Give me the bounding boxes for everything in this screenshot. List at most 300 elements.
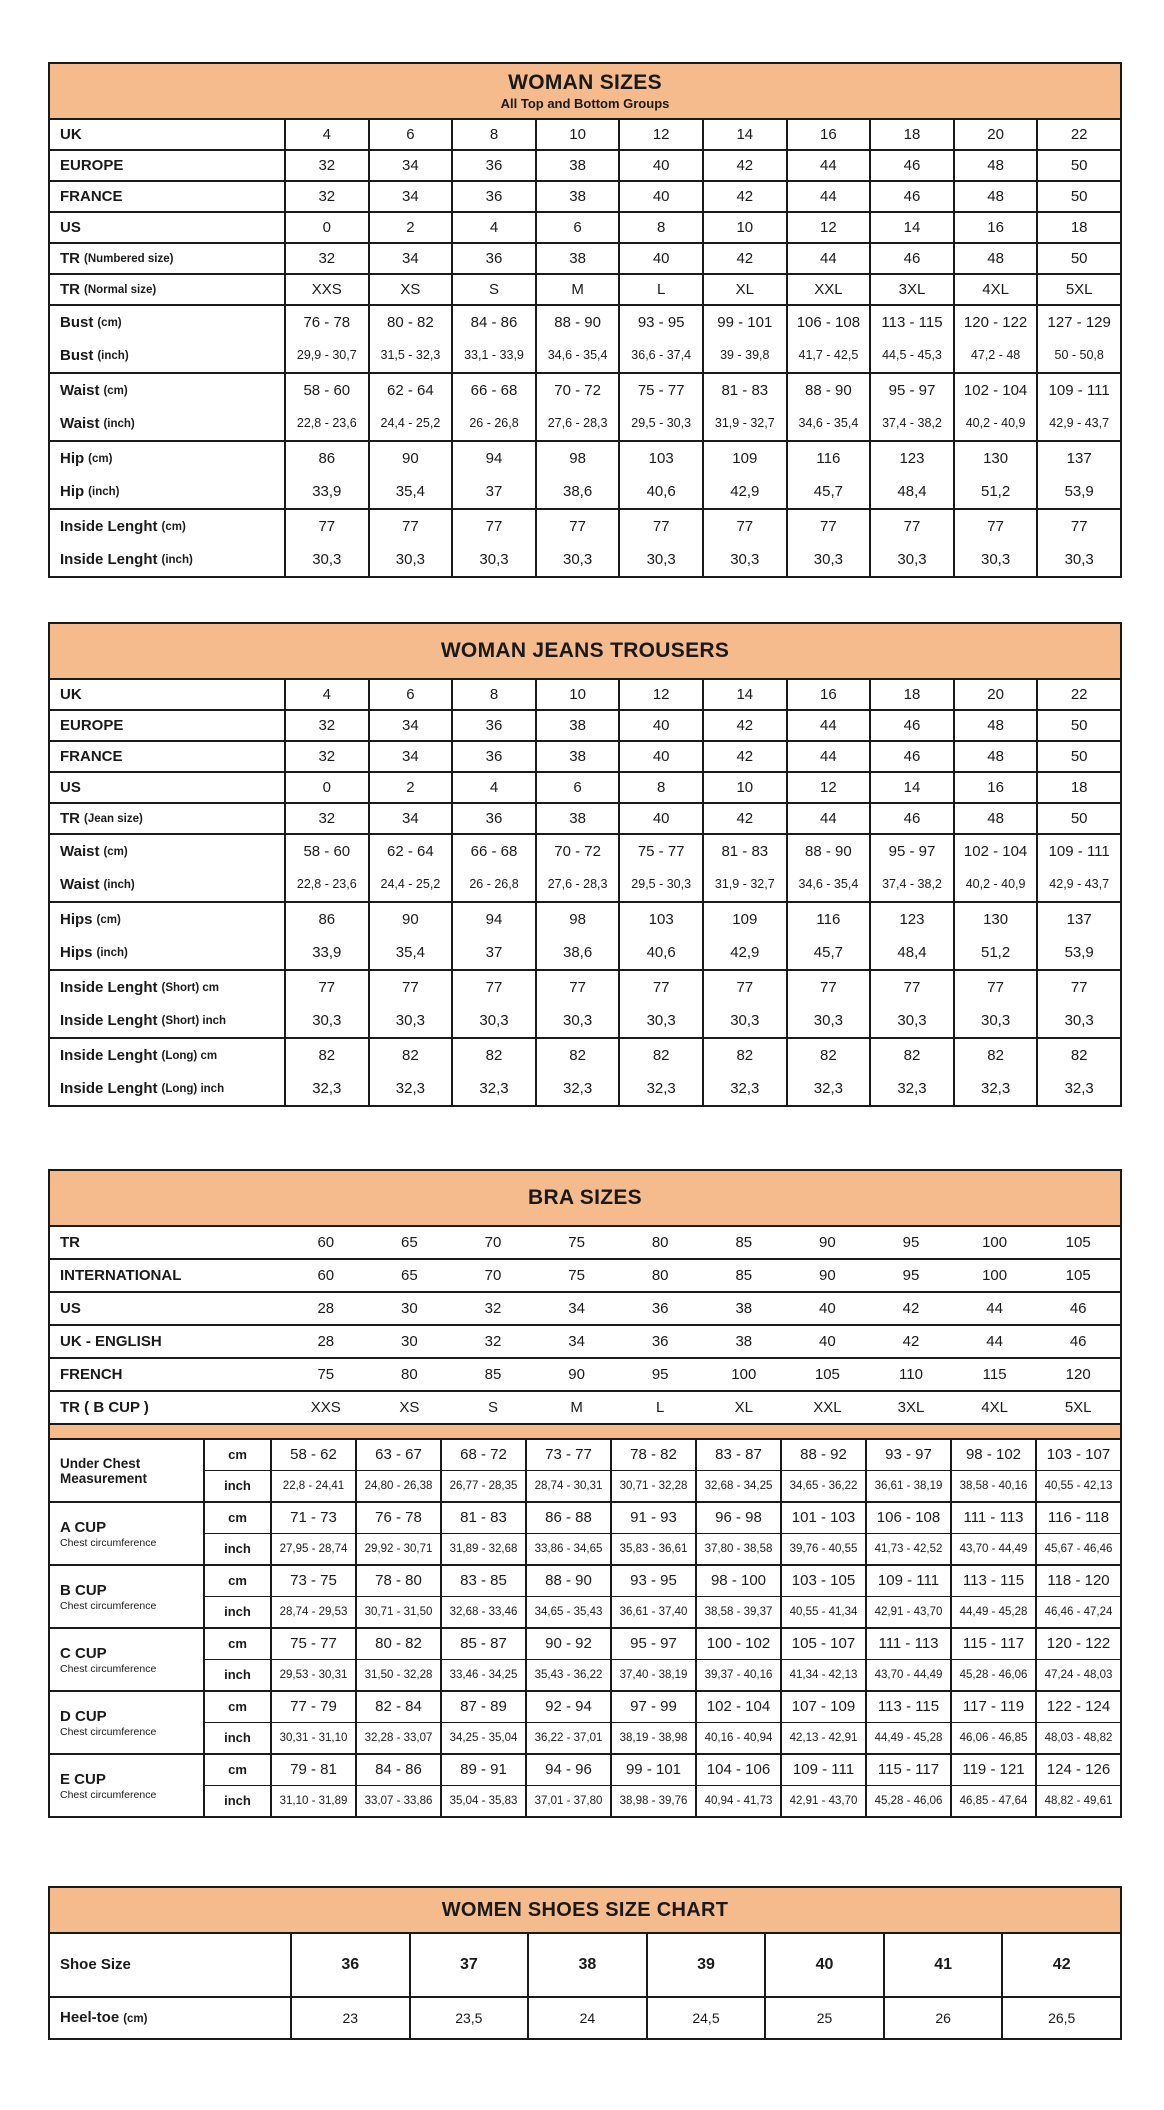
size-value-cell: 38,6 bbox=[535, 936, 619, 969]
size-value-cell: 53,9 bbox=[1036, 475, 1120, 508]
row-group bbox=[50, 1258, 1120, 1291]
size-value-cell: 82 bbox=[869, 1039, 953, 1072]
size-value-cell: 20 bbox=[953, 680, 1037, 709]
size-value-cell: 34 bbox=[368, 711, 452, 740]
size-value-cell: 36,61 - 37,40 bbox=[610, 1597, 695, 1627]
size-value-cell: 4 bbox=[451, 213, 535, 242]
table-row bbox=[50, 680, 1120, 709]
size-value-cell: 32,3 bbox=[1036, 1072, 1120, 1105]
size-value-cell: 45,67 - 46,46 bbox=[1035, 1534, 1120, 1564]
size-value-cell: 77 bbox=[618, 971, 702, 1004]
row-group bbox=[50, 802, 1120, 833]
size-value-cell: 82 bbox=[368, 1039, 452, 1072]
size-value-cell: 81 - 83 bbox=[702, 374, 786, 407]
row-label-text: FRANCE bbox=[60, 187, 123, 205]
size-value-cell: XS bbox=[399, 1398, 420, 1416]
row-label bbox=[50, 475, 284, 508]
size-value-cell: 48 bbox=[953, 711, 1037, 740]
row-label-qualifier: (Short) inch bbox=[161, 1015, 227, 1028]
size-value-cell: 46 bbox=[869, 804, 953, 833]
size-value-cell: 32 bbox=[484, 1332, 502, 1350]
unit-cm-label: cm bbox=[228, 1510, 247, 1526]
size-value-cell: 84 - 86 bbox=[451, 306, 535, 339]
size-value-cell: 18 bbox=[869, 120, 953, 149]
size-value-cell: 41,73 - 42,52 bbox=[865, 1534, 950, 1564]
size-value-cell: 104 - 106 bbox=[695, 1755, 780, 1785]
size-value-cell: 115 - 117 bbox=[865, 1755, 950, 1785]
size-value-cell: 86 bbox=[284, 442, 368, 475]
size-value-cell: 106 - 108 bbox=[786, 306, 870, 339]
size-value-cell: 44,49 - 45,28 bbox=[865, 1723, 950, 1753]
unit-cm-label: cm bbox=[228, 1447, 247, 1463]
size-value-cell: 34,65 - 36,22 bbox=[780, 1471, 865, 1501]
size-value-cell: 30,3 bbox=[869, 543, 953, 576]
size-value-cell: 42 bbox=[902, 1332, 920, 1350]
row-label-qualifier: (cm) bbox=[161, 521, 186, 534]
cup-label bbox=[50, 1566, 205, 1627]
size-value-cell: 77 bbox=[953, 510, 1037, 543]
row-group bbox=[50, 440, 1120, 508]
size-value-cell: 34,6 - 35,4 bbox=[786, 407, 870, 440]
row-label bbox=[50, 442, 284, 475]
unit-cm-label: cm bbox=[228, 1636, 247, 1652]
size-value-cell: 82 bbox=[953, 1039, 1037, 1072]
size-value-cell: 95 - 97 bbox=[869, 374, 953, 407]
size-value-cell: 86 - 88 bbox=[525, 1503, 610, 1533]
size-value-cell: 105 bbox=[1065, 1233, 1091, 1251]
row-label-qualifier: (inch) bbox=[97, 350, 129, 363]
size-value-cell: 31,89 - 32,68 bbox=[440, 1534, 525, 1564]
size-value-cell: 83 - 85 bbox=[440, 1566, 525, 1596]
size-value-cell: 48 bbox=[953, 742, 1037, 771]
size-value-cell: 27,95 - 28,74 bbox=[270, 1534, 355, 1564]
row-label bbox=[50, 1326, 284, 1357]
size-value-cell: 18 bbox=[869, 680, 953, 709]
size-value-cell: 75 - 77 bbox=[270, 1629, 355, 1659]
row-label bbox=[50, 213, 284, 242]
size-value-cell: 109 bbox=[702, 442, 786, 475]
size-value-cell: 36 bbox=[290, 1934, 409, 1996]
unit-cm-label: cm bbox=[228, 1762, 247, 1778]
size-value-cell: 65 bbox=[401, 1266, 418, 1284]
table-row bbox=[50, 244, 1120, 273]
size-value-cell: 4 bbox=[284, 120, 368, 149]
cup-cm-row bbox=[205, 1755, 1120, 1786]
size-value-cell: 77 bbox=[284, 510, 368, 543]
row-label-text: Shoe Size bbox=[60, 1956, 131, 1974]
row-label-qualifier: (inch) bbox=[103, 418, 135, 431]
cup-cm-row bbox=[205, 1566, 1120, 1597]
row-label bbox=[50, 903, 284, 936]
row-label-qualifier: (Long) inch bbox=[161, 1083, 225, 1096]
size-value-cell: 93 - 97 bbox=[865, 1440, 950, 1470]
size-value-cell: 82 - 84 bbox=[355, 1692, 440, 1722]
size-value-cell: 42 bbox=[702, 804, 786, 833]
size-value-cell: 38,6 bbox=[535, 475, 619, 508]
table-row bbox=[50, 510, 1120, 543]
size-value-cell: 93 - 95 bbox=[618, 306, 702, 339]
size-value-cell: 33,1 - 33,9 bbox=[451, 339, 535, 372]
size-value-cell: 31,5 - 32,3 bbox=[368, 339, 452, 372]
row-group bbox=[50, 901, 1120, 969]
row-label bbox=[50, 773, 284, 802]
row-label-text: Waist bbox=[60, 842, 100, 860]
size-value-cell: 34,6 - 35,4 bbox=[786, 868, 870, 901]
size-value-cell: 10 bbox=[702, 213, 786, 242]
size-value-cell: 32,3 bbox=[869, 1072, 953, 1105]
size-value-cell: 42,9 bbox=[702, 936, 786, 969]
size-value-cell: 45,28 - 46,06 bbox=[865, 1786, 950, 1816]
table-row bbox=[50, 711, 1120, 740]
cup-label-qualifier: Chest circumference bbox=[60, 1725, 157, 1738]
size-value-cell: 82 bbox=[451, 1039, 535, 1072]
row-label-text: Inside Lenght bbox=[60, 978, 158, 996]
row-label-text: UK - ENGLISH bbox=[60, 1332, 162, 1350]
size-value-cell: 111 - 113 bbox=[865, 1629, 950, 1659]
table-row bbox=[50, 182, 1120, 211]
row-label-text: TR ( B CUP ) bbox=[60, 1398, 149, 1416]
woman-sizes-table bbox=[48, 62, 1122, 578]
row-label bbox=[50, 374, 284, 407]
size-value-cell: 85 bbox=[484, 1365, 502, 1383]
table-row bbox=[50, 1326, 1120, 1357]
size-value-cell: 35,83 - 36,61 bbox=[610, 1534, 695, 1564]
size-value-cell: 90 bbox=[819, 1266, 836, 1284]
size-value-cell: 76 - 78 bbox=[355, 1503, 440, 1533]
size-value-cell: 77 bbox=[618, 510, 702, 543]
row-group bbox=[50, 1227, 1120, 1258]
row-group bbox=[50, 1390, 1120, 1423]
size-value-cell: 77 bbox=[451, 510, 535, 543]
row-label bbox=[50, 1998, 290, 2038]
size-value-cell: L bbox=[656, 1398, 665, 1416]
size-value-cell: 75 - 77 bbox=[618, 835, 702, 868]
size-value-cell: 28,74 - 30,31 bbox=[525, 1471, 610, 1501]
size-value-cell: 39 bbox=[646, 1934, 765, 1996]
row-label-text: Hip bbox=[60, 449, 85, 467]
unit-inch-label: inch bbox=[224, 1541, 251, 1557]
size-value-cell: 3XL bbox=[869, 275, 953, 304]
row-group bbox=[50, 1357, 1120, 1390]
size-value-cell: 16 bbox=[953, 213, 1037, 242]
row-label bbox=[50, 835, 284, 868]
size-value-cell: 118 - 120 bbox=[1035, 1566, 1120, 1596]
row-label bbox=[50, 1934, 290, 1996]
row-label bbox=[50, 1004, 284, 1037]
size-value-cell: 34 bbox=[368, 804, 452, 833]
row-group bbox=[50, 120, 1120, 149]
size-value-cell: 34 bbox=[368, 182, 452, 211]
size-value-cell: 30,3 bbox=[284, 1004, 368, 1037]
size-value-cell: 29,5 - 30,3 bbox=[618, 407, 702, 440]
size-value-cell: 29,5 - 30,3 bbox=[618, 868, 702, 901]
woman-sizes-subtitle: All Top and Bottom Groups bbox=[500, 96, 670, 111]
size-value-cell: 14 bbox=[702, 680, 786, 709]
size-value-cell: M bbox=[535, 275, 619, 304]
unit-cm-label: cm bbox=[228, 1573, 247, 1589]
size-value-cell: 103 - 105 bbox=[780, 1566, 865, 1596]
table-row bbox=[50, 1260, 1120, 1291]
cup-name: E CUP bbox=[60, 1770, 106, 1788]
size-value-cell: 78 - 82 bbox=[610, 1440, 695, 1470]
row-label bbox=[50, 1227, 284, 1258]
size-value-cell: 32 bbox=[284, 711, 368, 740]
woman-sizes-title: WOMAN SIZES bbox=[508, 71, 662, 94]
size-value-cell: 12 bbox=[786, 213, 870, 242]
cup-inch-row bbox=[205, 1786, 1120, 1816]
size-value-cell: 46,46 - 47,24 bbox=[1035, 1597, 1120, 1627]
size-value-cell: 58 - 60 bbox=[284, 835, 368, 868]
table-row bbox=[50, 339, 1120, 372]
row-group bbox=[50, 1934, 1120, 1996]
size-value-cell: 77 bbox=[786, 510, 870, 543]
row-group bbox=[50, 1291, 1120, 1324]
size-value-cell: 115 bbox=[982, 1365, 1007, 1383]
size-value-cell: 26,5 bbox=[1001, 1998, 1120, 2038]
size-value-cell: 82 bbox=[618, 1039, 702, 1072]
shoes-size-table bbox=[48, 1886, 1122, 2040]
size-value-cell: 123 bbox=[869, 442, 953, 475]
bra-section-divider bbox=[50, 1423, 1120, 1440]
size-value-cell: 37,80 - 38,58 bbox=[695, 1534, 780, 1564]
size-value-cell: 44,49 - 45,28 bbox=[950, 1597, 1035, 1627]
size-value-cell: XXS bbox=[284, 275, 368, 304]
row-group bbox=[50, 740, 1120, 771]
size-value-cell: 100 bbox=[982, 1266, 1008, 1284]
size-value-cell: 30,3 bbox=[786, 543, 870, 576]
size-value-cell: 29,9 - 30,7 bbox=[284, 339, 368, 372]
size-value-cell: 109 - 111 bbox=[1036, 835, 1120, 868]
size-value-cell: 88 - 92 bbox=[780, 1440, 865, 1470]
size-value-cell: 34 bbox=[568, 1332, 585, 1350]
size-value-cell: 32,3 bbox=[953, 1072, 1037, 1105]
size-value-cell: 137 bbox=[1036, 442, 1120, 475]
size-value-cell: 30,3 bbox=[1036, 1004, 1120, 1037]
size-value-cell: 30,3 bbox=[451, 1004, 535, 1037]
size-value-cell: 77 bbox=[535, 971, 619, 1004]
size-value-cell: 42 bbox=[702, 244, 786, 273]
size-value-cell: 47,2 - 48 bbox=[953, 339, 1037, 372]
size-value-cell: 98 bbox=[535, 442, 619, 475]
size-value-cell: 90 - 92 bbox=[525, 1629, 610, 1659]
table-row bbox=[50, 442, 1120, 475]
size-value-cell: 38 bbox=[535, 711, 619, 740]
size-value-cell: 85 bbox=[735, 1266, 753, 1284]
row-group bbox=[50, 709, 1120, 740]
size-value-cell: 24 bbox=[527, 1998, 646, 2038]
size-value-cell: 50 bbox=[1036, 804, 1120, 833]
size-value-cell: 36 bbox=[451, 244, 535, 273]
table-row bbox=[50, 742, 1120, 771]
size-value-cell: 35,43 - 36,22 bbox=[525, 1660, 610, 1690]
row-group bbox=[50, 304, 1120, 372]
size-value-cell: 32 bbox=[284, 151, 368, 180]
size-value-cell: 42 bbox=[1001, 1934, 1120, 1996]
size-value-cell: 77 bbox=[1036, 971, 1120, 1004]
size-value-cell: 99 - 101 bbox=[702, 306, 786, 339]
size-value-cell: 40 bbox=[819, 1299, 836, 1317]
size-value-cell: 81 - 83 bbox=[440, 1503, 525, 1533]
size-value-cell: 40,6 bbox=[618, 475, 702, 508]
size-value-cell: 46 bbox=[869, 182, 953, 211]
row-label-qualifier: (Normal size) bbox=[84, 284, 157, 297]
size-value-cell: 6 bbox=[535, 213, 619, 242]
size-value-cell: 38 bbox=[527, 1934, 646, 1996]
size-value-cell: 28,74 - 29,53 bbox=[270, 1597, 355, 1627]
table-row bbox=[50, 374, 1120, 407]
size-value-cell: 29,53 - 30,31 bbox=[270, 1660, 355, 1690]
size-value-cell: 32,3 bbox=[786, 1072, 870, 1105]
size-value-cell: 45,28 - 46,06 bbox=[950, 1660, 1035, 1690]
size-value-cell: 44,5 - 45,3 bbox=[869, 339, 953, 372]
row-label bbox=[50, 510, 284, 543]
size-value-cell: XXL bbox=[813, 1398, 842, 1416]
size-value-cell: 82 bbox=[284, 1039, 368, 1072]
cup-name: Under Chest bbox=[60, 1455, 141, 1471]
size-value-cell: 32 bbox=[284, 742, 368, 771]
table-row bbox=[50, 868, 1120, 901]
row-label bbox=[50, 868, 284, 901]
size-value-cell: 76 - 78 bbox=[284, 306, 368, 339]
row-group bbox=[50, 680, 1120, 709]
row-label-text: Waist bbox=[60, 875, 100, 893]
size-value-cell: 30,3 bbox=[953, 1004, 1037, 1037]
size-value-cell: 50 bbox=[1036, 182, 1120, 211]
size-value-cell: 75 - 77 bbox=[618, 374, 702, 407]
cup-label bbox=[50, 1629, 205, 1690]
cup-inch-row bbox=[205, 1471, 1120, 1501]
size-value-cell: 14 bbox=[869, 213, 953, 242]
size-value-cell: 10 bbox=[535, 680, 619, 709]
size-value-cell: 79 - 81 bbox=[270, 1755, 355, 1785]
bra-sizes-table bbox=[48, 1169, 1122, 1818]
size-value-cell: 34 bbox=[368, 151, 452, 180]
size-value-cell: 40 bbox=[618, 182, 702, 211]
row-label-text: FRANCE bbox=[60, 747, 123, 765]
size-value-cell: 31,10 - 31,89 bbox=[270, 1786, 355, 1816]
unit-cm-label: cm bbox=[228, 1699, 247, 1715]
size-value-cell: 119 - 121 bbox=[950, 1755, 1035, 1785]
table-row bbox=[50, 120, 1120, 149]
row-label-text: TR bbox=[60, 809, 80, 827]
size-value-cell: 34,25 - 35,04 bbox=[440, 1723, 525, 1753]
jeans-trousers-header bbox=[50, 624, 1120, 680]
size-value-cell: 22,8 - 23,6 bbox=[284, 407, 368, 440]
size-value-cell: 38,58 - 39,37 bbox=[695, 1597, 780, 1627]
size-value-cell: 46 bbox=[869, 711, 953, 740]
size-value-cell: 77 bbox=[786, 971, 870, 1004]
size-value-cell: 105 bbox=[814, 1365, 840, 1383]
size-value-cell: 10 bbox=[702, 773, 786, 802]
size-value-cell: 26 - 26,8 bbox=[451, 407, 535, 440]
cup-inch-row bbox=[205, 1597, 1120, 1627]
size-value-cell: 39,37 - 40,16 bbox=[695, 1660, 780, 1690]
size-value-cell: 78 - 80 bbox=[355, 1566, 440, 1596]
size-value-cell: 36,22 - 37,01 bbox=[525, 1723, 610, 1753]
size-value-cell: 37,40 - 38,19 bbox=[610, 1660, 695, 1690]
size-value-cell: 40,2 - 40,9 bbox=[953, 868, 1037, 901]
size-value-cell: 71 - 73 bbox=[270, 1503, 355, 1533]
row-label bbox=[50, 182, 284, 211]
size-value-cell: 88 - 90 bbox=[525, 1566, 610, 1596]
size-value-cell: 4XL bbox=[953, 275, 1037, 304]
size-value-cell: 34 bbox=[368, 244, 452, 273]
row-label-qualifier: (cm) bbox=[88, 453, 113, 466]
row-label-text: EUROPE bbox=[60, 156, 124, 174]
size-value-cell: 5XL bbox=[1036, 275, 1120, 304]
size-value-cell: 32,3 bbox=[368, 1072, 452, 1105]
size-value-cell: 109 - 111 bbox=[780, 1755, 865, 1785]
size-value-cell: 70 - 72 bbox=[535, 835, 619, 868]
size-value-cell: 86 bbox=[284, 903, 368, 936]
size-value-cell: 0 bbox=[284, 213, 368, 242]
size-value-cell: 41,7 - 42,5 bbox=[786, 339, 870, 372]
size-value-cell: 42 bbox=[702, 742, 786, 771]
table-row bbox=[50, 1934, 1120, 1996]
size-value-cell: 88 - 90 bbox=[786, 374, 870, 407]
size-value-cell: 42 bbox=[702, 711, 786, 740]
size-value-cell: 37 bbox=[451, 475, 535, 508]
row-group bbox=[50, 508, 1120, 576]
size-value-cell: 137 bbox=[1036, 903, 1120, 936]
row-label bbox=[50, 1260, 284, 1291]
woman-sizes-body bbox=[50, 120, 1120, 576]
cup-rows bbox=[205, 1755, 1120, 1816]
table-row bbox=[50, 407, 1120, 440]
size-value-cell: 48,03 - 48,82 bbox=[1035, 1723, 1120, 1753]
size-value-cell: 30,3 bbox=[368, 543, 452, 576]
size-value-cell: 75 bbox=[568, 1233, 585, 1251]
size-value-cell: 30,3 bbox=[1036, 543, 1120, 576]
size-value-cell: 32,68 - 33,46 bbox=[440, 1597, 525, 1627]
size-value-cell: 40 bbox=[618, 804, 702, 833]
size-value-cell: 25 bbox=[764, 1998, 883, 2038]
size-value-cell: 91 - 93 bbox=[610, 1503, 695, 1533]
size-value-cell: 42,9 - 43,7 bbox=[1036, 868, 1120, 901]
row-group bbox=[50, 1996, 1120, 2038]
size-value-cell: 117 - 119 bbox=[950, 1692, 1035, 1722]
cup-row-group bbox=[50, 1753, 1120, 1816]
size-value-cell: 95 bbox=[651, 1365, 669, 1383]
size-value-cell: 37 bbox=[409, 1934, 528, 1996]
size-value-cell: 90 bbox=[819, 1233, 836, 1251]
size-value-cell: 37,4 - 38,2 bbox=[869, 868, 953, 901]
size-value-cell: 30,3 bbox=[702, 543, 786, 576]
size-value-cell: 20 bbox=[953, 120, 1037, 149]
cup-cm-row bbox=[205, 1692, 1120, 1723]
size-value-cell: 97 - 99 bbox=[610, 1692, 695, 1722]
size-value-cell: 93 - 95 bbox=[610, 1566, 695, 1596]
size-value-cell: 102 - 104 bbox=[953, 835, 1037, 868]
row-label bbox=[50, 1039, 284, 1072]
size-value-cell: 3XL bbox=[897, 1398, 925, 1416]
size-value-cell: 100 - 102 bbox=[695, 1629, 780, 1659]
size-value-cell: 120 - 122 bbox=[953, 306, 1037, 339]
cup-rows bbox=[205, 1629, 1120, 1690]
size-value-cell: 100 bbox=[731, 1365, 757, 1383]
size-value-cell: 105 bbox=[1065, 1266, 1091, 1284]
table-row bbox=[50, 151, 1120, 180]
size-value-cell: 46 bbox=[1069, 1332, 1087, 1350]
bra-sizes-conversion-body bbox=[50, 1227, 1120, 1423]
size-value-cell: 40,94 - 41,73 bbox=[695, 1786, 780, 1816]
size-value-cell: 95 - 97 bbox=[610, 1629, 695, 1659]
size-value-cell: 40,55 - 42,13 bbox=[1035, 1471, 1120, 1501]
size-value-cell: 95 bbox=[902, 1266, 920, 1284]
cup-rows bbox=[205, 1440, 1120, 1501]
cup-name: B CUP bbox=[60, 1581, 107, 1599]
size-value-cell: 30,3 bbox=[618, 1004, 702, 1037]
